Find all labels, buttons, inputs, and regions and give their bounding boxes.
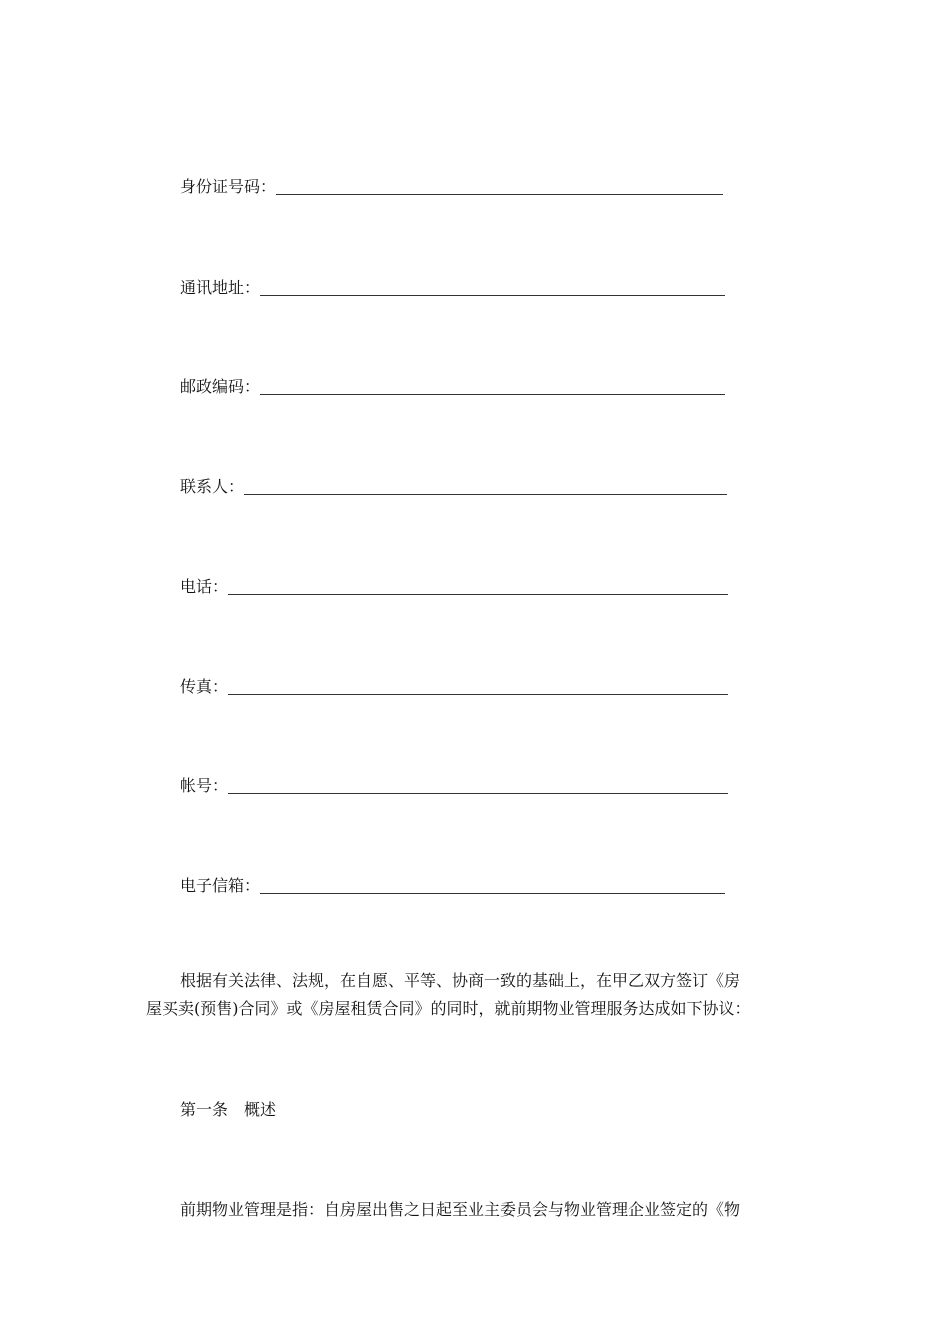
- field-label: 通讯地址：: [180, 278, 261, 297]
- intro-paragraph: [146, 967, 806, 1023]
- field-label: 电话：: [180, 577, 229, 596]
- form-field-id-number: [180, 176, 723, 198]
- field-label: 帐号：: [180, 776, 229, 795]
- form-field-address: [180, 277, 725, 299]
- form-field-contact: [180, 476, 727, 498]
- intro-line-1: 根据有关法律、法规，在自愿、平等、协商一致的基础上，在甲乙双方签订《房: [180, 971, 741, 990]
- form-field-postcode: [180, 376, 725, 398]
- intro-line-2: 屋买卖(预售)合同》或《房屋租赁合同》的同时，就前期物业管理服务达成如下协议：: [146, 999, 751, 1018]
- form-field-account: [180, 775, 728, 797]
- form-field-fax: [180, 676, 728, 698]
- blank-line: [244, 493, 727, 495]
- article-1-text: [146, 1196, 806, 1224]
- blank-line: [260, 393, 725, 395]
- blank-line: [228, 792, 728, 794]
- blank-line: [276, 193, 723, 195]
- form-field-phone: [180, 576, 728, 598]
- article-1-heading: 第一条 概述: [180, 1100, 277, 1119]
- blank-line: [260, 294, 725, 296]
- field-label: 联系人：: [180, 477, 245, 496]
- article-1-line-1: 前期物业管理是指：自房屋出售之日起至业主委员会与物业管理企业签定的《物: [180, 1200, 741, 1219]
- field-label: 电子信箱：: [180, 876, 261, 895]
- blank-line: [228, 593, 728, 595]
- field-label: 传真：: [180, 677, 229, 696]
- field-label: 身份证号码：: [180, 177, 277, 196]
- blank-line: [260, 892, 725, 894]
- form-field-email: [180, 875, 725, 897]
- field-label: 邮政编码：: [180, 377, 261, 396]
- blank-line: [228, 693, 728, 695]
